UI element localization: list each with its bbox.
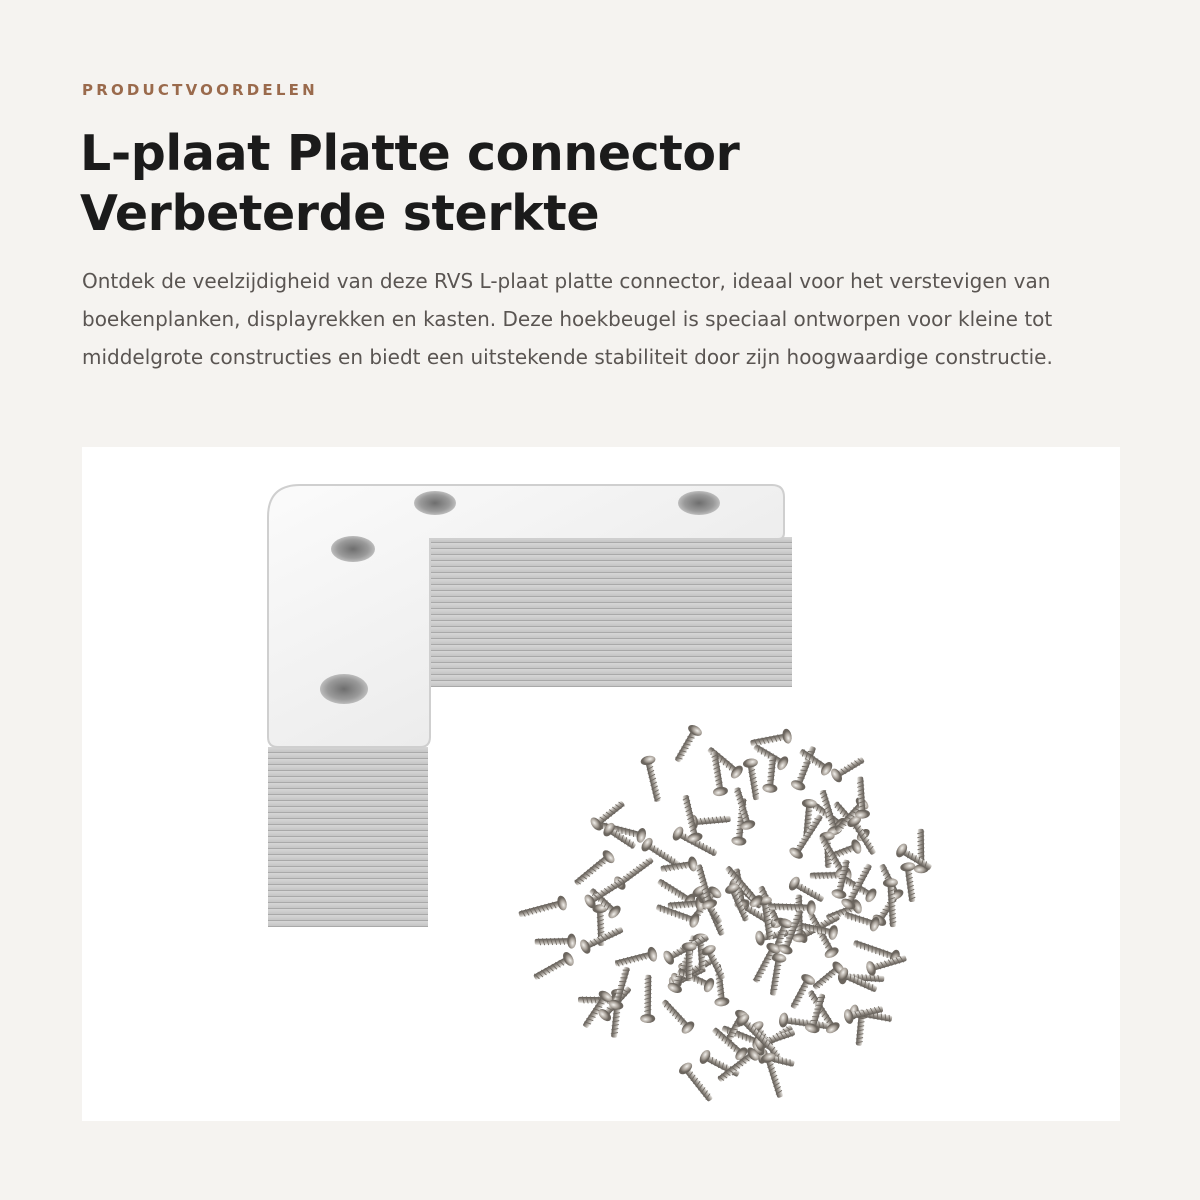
screw bbox=[787, 875, 827, 906]
screw bbox=[640, 754, 666, 803]
page-title bbox=[80, 124, 1120, 244]
plate-stack-side-vertical bbox=[268, 747, 428, 927]
page-title-line-1: L-plaat Platte connector bbox=[80, 125, 740, 182]
product-description: Ontdek de veelzijdigheid van deze RVS L-plaat platte connector, ideaal voor het verstevigen van boekenplanken, displayrekken en kasten. Deze hoekbeugel is speciaal ontworpen voor kleine tot middelgrote constructies en biedt een uitstekende stabiliteit door zijn hoogwaardige constructie. bbox=[82, 269, 1053, 369]
l-plate-and-screws-illustration bbox=[82, 447, 1120, 1121]
plate-hole bbox=[331, 536, 375, 562]
product-photo bbox=[82, 447, 1120, 1121]
plate-stack-side-horizontal bbox=[424, 537, 792, 687]
screw bbox=[677, 1060, 717, 1105]
screw bbox=[704, 743, 745, 781]
screw-pile bbox=[517, 723, 935, 1105]
screw bbox=[671, 723, 704, 765]
screw bbox=[640, 975, 656, 1023]
screw bbox=[517, 895, 568, 922]
screw bbox=[883, 878, 901, 928]
plate-hole bbox=[414, 491, 456, 515]
page-title-line-2: Verbeterde sterkte bbox=[80, 185, 600, 242]
screw bbox=[769, 899, 816, 915]
screw bbox=[707, 750, 729, 797]
screw bbox=[531, 950, 576, 984]
screw bbox=[608, 965, 635, 1011]
screw bbox=[571, 848, 617, 890]
screw bbox=[535, 933, 577, 949]
section-eyebrow: PRODUCTVOORDELEN bbox=[82, 81, 318, 99]
screw bbox=[658, 996, 697, 1036]
screw bbox=[613, 946, 658, 971]
plate-hole bbox=[320, 674, 368, 704]
plate-hole bbox=[678, 491, 720, 515]
screw bbox=[742, 757, 764, 801]
